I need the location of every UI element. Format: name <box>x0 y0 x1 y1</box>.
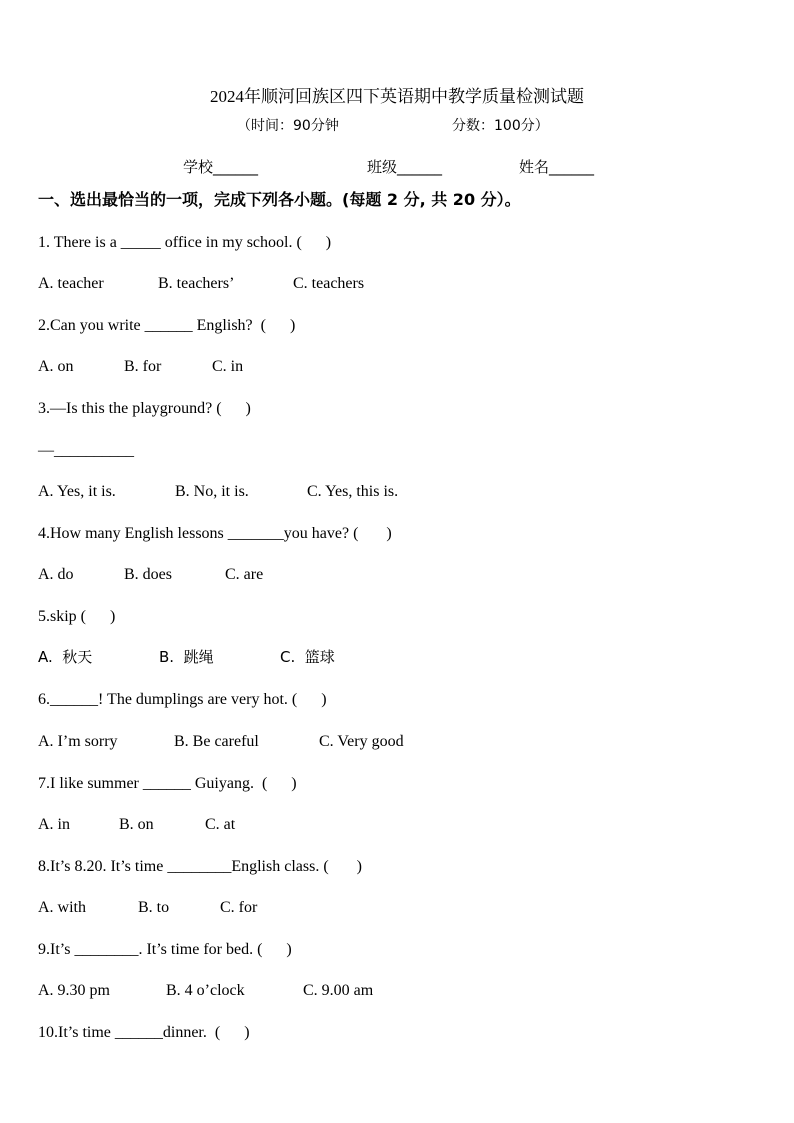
option-a: A. teacher <box>38 275 104 292</box>
exam-score: 分数：100分） <box>452 118 549 134</box>
section-heading: 一、选出最恰当的一项，完成下列各小题。(每题 2 分, 共 20 分）。 <box>38 190 521 209</box>
question-stem: 7.I like summer ______ Guiyang. ( ) <box>38 775 297 792</box>
answer-blank: —__________ <box>38 442 134 459</box>
question-stem: 5.skip ( ) <box>38 608 116 625</box>
class-field: 班级______ <box>367 158 443 176</box>
question-stem: 3.—Is this the playground? ( ) <box>38 400 251 417</box>
option-b: B. on <box>119 816 154 833</box>
question-stem: 4.How many English lessons _______you have? ( ) <box>38 525 392 542</box>
option-a: A. I’m sorry <box>38 733 118 750</box>
name-field: 姓名______ <box>519 158 595 176</box>
option-c: C. Very good <box>319 733 404 750</box>
question-stem: 2.Can you write ______ English? ( ) <box>38 317 296 334</box>
option-a: A. Yes, it is. <box>38 483 116 500</box>
question-stem: 1. There is a _____ office in my school. ( ) <box>38 234 332 251</box>
question-stem: 6.______! The dumplings are very hot. ( ) <box>38 691 327 708</box>
option-c: C. 篮球 <box>280 648 335 666</box>
option-b: B. teachers’ <box>158 275 235 292</box>
option-b: B. Be careful <box>174 733 259 750</box>
option-c: C. Yes, this is. <box>307 483 399 500</box>
option-c: C. teachers <box>293 275 365 292</box>
option-c: C. for <box>220 899 258 916</box>
school-field: 学校______ <box>183 158 259 176</box>
option-a: A. 9.30 pm <box>38 982 110 999</box>
option-a: A. do <box>38 566 74 583</box>
option-a: A. on <box>38 358 74 375</box>
question-stem: 8.It’s 8.20. It’s time ________English class. ( ) <box>38 858 362 875</box>
option-c: C. at <box>205 816 236 833</box>
option-b: B. 跳绳 <box>159 648 214 666</box>
option-b: B. for <box>124 358 162 375</box>
page-title: 2024年顺河回族区四下英语期中教学质量检测试题 <box>210 87 584 106</box>
question-stem: 9.It’s ________. It’s time for bed. ( ) <box>38 941 292 958</box>
question-stem: 10.It’s time ______dinner. ( ) <box>38 1024 250 1041</box>
option-a: A. in <box>38 816 70 833</box>
option-c: C. are <box>225 566 264 583</box>
option-c: C. in <box>212 358 244 375</box>
option-c: C. 9.00 am <box>303 982 374 999</box>
exam-time: （时间：90分钟 <box>237 118 339 134</box>
option-a: A. 秋天 <box>38 648 93 666</box>
option-a: A. with <box>38 899 86 916</box>
option-b: B. does <box>124 566 172 583</box>
option-b: B. 4 o’clock <box>166 982 245 999</box>
option-b: B. No, it is. <box>175 483 249 500</box>
option-b: B. to <box>138 899 170 916</box>
